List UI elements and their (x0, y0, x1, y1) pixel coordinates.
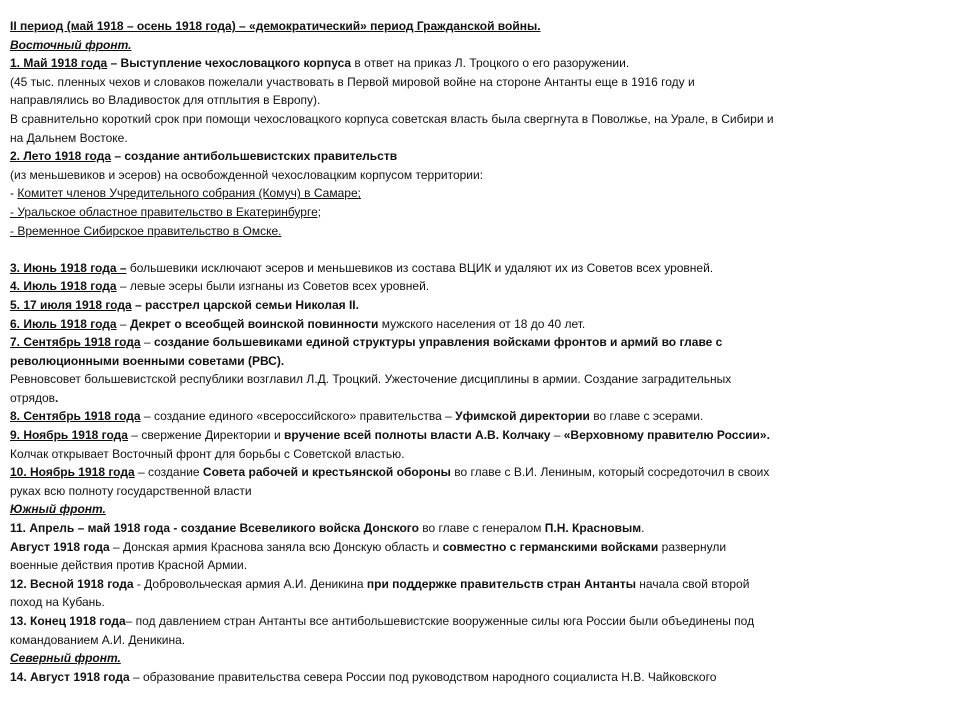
item-7-note-line-1: Ревновсовет большевистской республики возглавил Л.Д. Троцкий. Ужесточение дисциплины в армии. Создание заградительных (10, 372, 732, 387)
item-13-line-2: командованием А.И. Деникина. (10, 632, 186, 647)
north-front-heading: Северный фронт. (10, 651, 121, 666)
item-8: 8. Сентябрь 1918 года – создание единого «всероссийского» правительства – Уфимской директории во главе с эсерами. (10, 409, 704, 424)
item-1: 1. Май 1918 года – Выступление чехословацкого корпуса в ответ на приказ Л. Троцкого о его разоружении. (10, 56, 630, 71)
item-3: 3. Июнь 1918 года – большевики исключают эсеров и меньшевиков из состава ВЦИК и удаляют их из Советов всех уровней. (10, 260, 714, 275)
item-12-line-1: 12. Весной 1918 года - Добровольческая армия А.И. Деникина при поддержке правительств стран Антанты начала свой второй (10, 576, 750, 591)
item-13-line-1: 13. Конец 1918 года– под давлением стран Антанты все антибольшевистские вооруженные силы юга России были объединены под (10, 614, 755, 628)
item-10-line-1: 10. Ноябрь 1918 года – создание Совета рабочей и крестьянской обороны во главе с В.И. Лениным, который сосредоточил в своих (10, 465, 770, 480)
item-10-line-2: руках всю полноту государственной власти (10, 483, 252, 498)
item-7-line-2: революционными военными советами (РВС). (10, 353, 285, 368)
item-5: 5. 17 июля 1918 года – расстрел царской семьи Николая II. (10, 297, 359, 312)
page-title: II период (май 1918 – осень 1918 года) – «демократический» период Гражданской войны. (10, 19, 541, 33)
item-11b-line-2: военные действия против Красной Армии. (10, 558, 248, 573)
east-front-heading: Восточный фронт. (10, 37, 132, 52)
item-7-line-1: 7. Сентябрь 1918 года – создание большевиками единой структуры управления войсками фронтов и армий во главе с (10, 335, 723, 350)
south-front-heading: Южный фронт. (10, 502, 106, 517)
item-4: 4. Июль 1918 года – левые эсеры были изгнаны из Советов всех уровней. (10, 279, 430, 294)
item-11: 11. Апрель – май 1918 года - создание Всевеликого войска Донского во главе с генералом П.Н. Красновым. (10, 521, 645, 536)
item-7-note-line-2: отрядов. (10, 390, 59, 405)
item-1-note-line-2: направлялись во Владивосток для отплытия в Европу). (10, 93, 321, 108)
item-6: 6. Июль 1918 года – Декрет о всеобщей воинской повинности мужского населения от 18 до 40 лет. (10, 316, 586, 331)
item-1-note2-line-1: В сравнительно короткий срок при помощи чехословацкого корпуса советская власть была свергнута в Поволжье, на Урале, в Сибири и (10, 111, 774, 126)
slide-content (10, 17, 860, 686)
item-9-note: Колчак открывает Восточный фронт для борьбы с Советской властью. (10, 446, 405, 461)
government-item-3: - Временное Сибирское правительство в Омске. (10, 223, 282, 238)
item-9: 9. Ноябрь 1918 года – свержение Директории и вручение всей полноты власти А.В. Колчаку – «Верховному правителю России». (10, 428, 770, 443)
item-2: 2. Лето 1918 года – создание антибольшевистских правительств (10, 149, 398, 164)
item-14: 14. Август 1918 года – образование правительства севера России под руководством народного социалиста Н.В. Чайковского (10, 669, 717, 684)
item-1-note2-line-2: на Дальнем Востоке. (10, 130, 128, 145)
government-item-2: - Уральское областное правительство в Екатеринбурге; (10, 204, 322, 219)
item-2-note: (из меньшевиков и эсеров) на освобожденной чехословацким корпусом территории: (10, 167, 484, 182)
item-12-line-2: поход на Кубань. (10, 595, 105, 610)
item-1-note-line-1: (45 тыс. пленных чехов и словаков пожелали участвовать в Первой мировой войне на стороне Антанты еще в 1916 году и (10, 74, 695, 89)
government-item-1: - Комитет членов Учредительного собрания (Комуч) в Самаре; (10, 186, 361, 201)
item-11b-line-1: Август 1918 года – Донская армия Краснова заняла всю Донскую область и совместно с германскими войсками развернули (10, 539, 727, 554)
blank-line (10, 240, 860, 259)
